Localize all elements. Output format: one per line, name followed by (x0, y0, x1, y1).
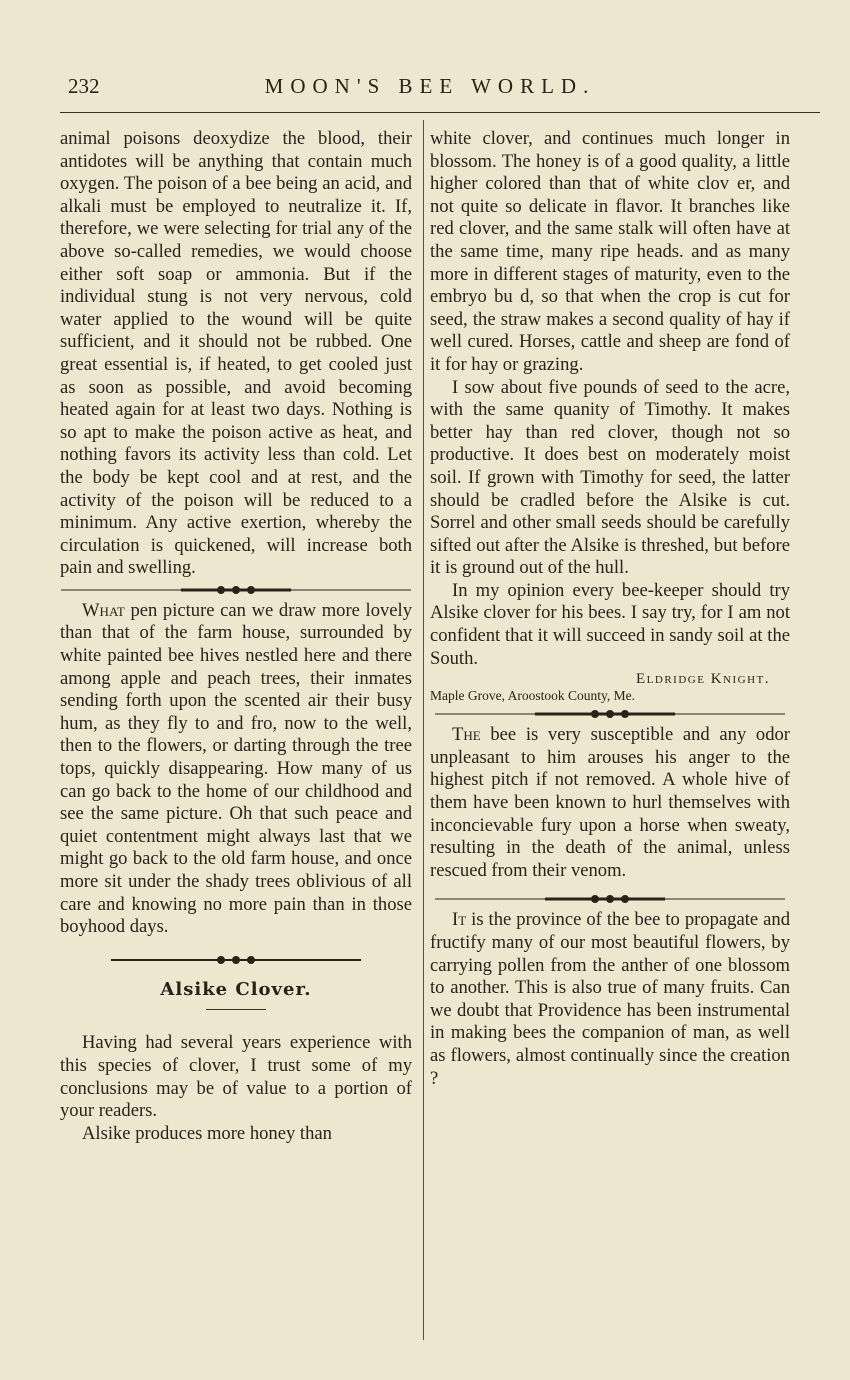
left-paragraph-2 (60, 600, 412, 939)
paragraph-text: bee is very susceptible and any odor unpleasant to him arouses his anger to the highest pitch if not removed. A whole hive of them have been known to hurl themselves with inconcievable fury upon a horse when sweaty, resulting in the death of the animal, unless rescued from their venom. (430, 724, 790, 881)
column-divider (423, 120, 424, 1340)
header-rule (60, 112, 820, 113)
left-column (60, 128, 412, 1145)
article-heading: Alsike Clover. (160, 978, 312, 1000)
ornamental-divider (430, 707, 790, 721)
left-paragraph-4: Alsike produces more honey than (82, 1122, 332, 1144)
drop-lead-word: It (452, 909, 467, 931)
left-paragraph-1: animal poisons deoxydize the blood, their antidotes will be anything that contain much oxygen. The poison of a bee being an acid, and alkali must be employed to neutralize it. If, therefore, we were selecting for trial any of the above so-called remedies, we would choose either soft soap or ammonia. But if the individual stung is not very nervous, cold water applied to the wound will be quite sufficient, and it should not be rubbed. One great essential is, if heated, to get cooled just as soon as possible, and avoid becoming heated again for at least two days. Nothing is so apt to make the poison active as heat, and nothing favors its activity less than cold. Let the body be kept cool and at rest, and the activity of the poison will be reduced to a minimum. Any active exertion, whereby the circulation is quickened, will increase both pain and swelling. (60, 128, 412, 579)
drop-lead-word: The (452, 724, 481, 746)
author-signature: Eldridge Knight. (636, 671, 770, 688)
drop-lead-word: What (82, 599, 125, 621)
heading-rule (206, 1009, 266, 1010)
page-number: 232 (68, 74, 100, 98)
ornamental-divider (60, 953, 412, 967)
ornamental-divider (430, 892, 790, 906)
paragraph-text: is the province of the bee to propagate and fructify many of our most beautiful flowers, by carrying pollen from the anther of one blossom to another. This is also true of many fruits. Can we doubt that Providence has been instrumental in making bees the companion of man, as well as flowers, almost continually since the creation ? (430, 909, 790, 1089)
page-header (60, 74, 800, 104)
ornamental-divider (60, 583, 412, 597)
running-title: MOON'S BEE WORLD. (264, 74, 596, 98)
right-paragraph-5 (430, 909, 790, 1090)
right-paragraph-3: In my opinion every bee-keeper should try Alsike clover for his bees. I say try, for I am not confident that it will succeed in sandy soil at the South. (430, 579, 790, 669)
right-paragraph-1: white clover, and continues much longer in blossom. The honey is of a good quality, a little higher colored than that of white clov er, and not quite so delicate in flavor. It branches like red clover, and the same stalk will often have at the same time, many ripe heads. and as many more in different stages of maturity, even to the embryo bu d, so that when the crop is cut for seed, the straw makes a second quality of hay if well cured. Horses, cattle and sheep are fond of it for hay or grazing. (430, 128, 790, 375)
left-paragraph-3: Having had several years experience with this species of clover, I trust some of my conclusions may be of value to a portion of your readers. (60, 1032, 412, 1122)
right-column (430, 128, 790, 1090)
right-paragraph-4 (430, 724, 790, 882)
author-location: Maple Grove, Aroostook County, Me. (430, 688, 635, 704)
paragraph-text: pen picture can we draw more lovely than that of the farm house, surrounded by white painted bee hives nestled here and there among apple and peach trees, their inmates sending forth upon the scented air their busy hum, as they fly to and fro, now to the well, then to the flowers, or darting through the tree tops, quickly disappearing. How many of us can go back to the home of our childhood and see the same picture. Oh that such peace and quiet contentment might always last that we might go back to the old farm house, and once more sit under the shady trees oblivious of all care and knowing no more pain than in those boyhood days. (60, 599, 412, 938)
right-paragraph-2: I sow about five pounds of seed to the acre, with the same quanity of Timothy. It makes better hay than red clover, though not so productive. It does best on moderately moist soil. If grown with Timothy for seed, the latter should be cradled before the Alsike is cut. Sorrel and other small seeds should be carefully sifted out after the Alsike is threshed, but before it is ground out of the hull. (430, 376, 790, 579)
